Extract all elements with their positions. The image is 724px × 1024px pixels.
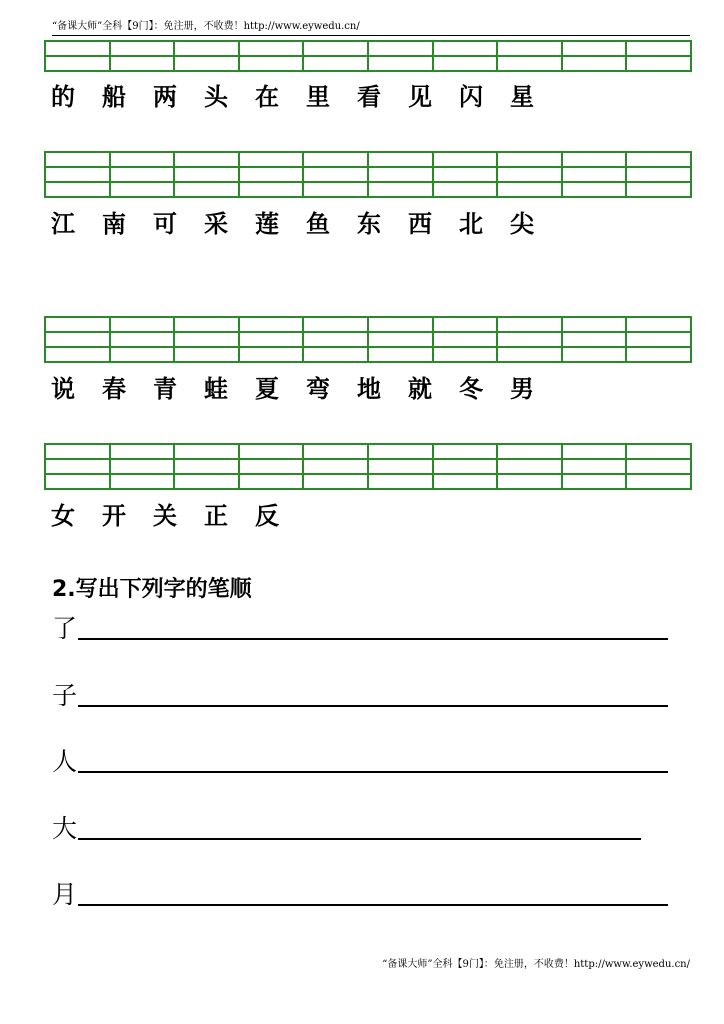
stroke-order-character: 月 bbox=[52, 880, 78, 909]
stroke-order-character: 了 bbox=[52, 614, 78, 643]
character: 弯 bbox=[306, 375, 330, 403]
stroke-order-character: 子 bbox=[52, 681, 78, 710]
stroke-order-character: 人 bbox=[52, 747, 78, 776]
character: 采 bbox=[204, 210, 228, 238]
writing-grid-2 bbox=[44, 151, 692, 198]
stroke-order-row bbox=[52, 610, 668, 644]
character-row-1 bbox=[51, 82, 561, 112]
character: 星 bbox=[510, 83, 534, 111]
writing-grid-1 bbox=[44, 40, 692, 72]
answer-line[interactable] bbox=[78, 638, 668, 640]
character: 在 bbox=[255, 83, 279, 111]
character-row-3 bbox=[51, 374, 561, 404]
character: 关 bbox=[153, 502, 177, 530]
character-row-4 bbox=[51, 501, 306, 531]
character: 男 bbox=[510, 375, 534, 403]
character: 春 bbox=[102, 375, 126, 403]
stroke-order-row bbox=[52, 677, 668, 711]
character: 就 bbox=[408, 375, 432, 403]
character: 反 bbox=[255, 502, 279, 530]
writing-grid-4 bbox=[44, 443, 692, 490]
character: 开 bbox=[102, 502, 126, 530]
answer-line[interactable] bbox=[78, 705, 668, 707]
answer-line[interactable] bbox=[78, 771, 668, 773]
character: 莲 bbox=[255, 210, 279, 238]
character: 正 bbox=[204, 502, 228, 530]
character: 南 bbox=[102, 210, 126, 238]
answer-line[interactable] bbox=[78, 838, 641, 840]
character: 里 bbox=[306, 83, 330, 111]
stroke-order-row bbox=[52, 743, 668, 777]
character: 蛙 bbox=[204, 375, 228, 403]
character: 东 bbox=[357, 210, 381, 238]
character: 冬 bbox=[459, 375, 483, 403]
character: 闪 bbox=[459, 83, 483, 111]
character: 女 bbox=[51, 502, 75, 530]
stroke-order-row bbox=[52, 810, 641, 844]
section-2-title: 2.写出下列字的笔顺 bbox=[52, 577, 252, 602]
character: 鱼 bbox=[306, 210, 330, 238]
character: 的 bbox=[51, 83, 75, 111]
character: 青 bbox=[153, 375, 177, 403]
page-header: “备课大师”全科【9门】：免注册，不收费！http://www.eywedu.cn/ bbox=[52, 20, 690, 36]
character: 船 bbox=[102, 83, 126, 111]
character: 地 bbox=[357, 375, 381, 403]
character: 夏 bbox=[255, 375, 279, 403]
character: 说 bbox=[51, 375, 75, 403]
writing-grid-3 bbox=[44, 316, 692, 363]
character: 头 bbox=[204, 83, 228, 111]
character: 两 bbox=[153, 83, 177, 111]
character-row-2 bbox=[51, 209, 561, 239]
page-footer: “备课大师”全科【9门】：免注册，不收费！http://www.eywedu.cn/ bbox=[382, 959, 690, 970]
stroke-order-row bbox=[52, 876, 668, 910]
character: 可 bbox=[153, 210, 177, 238]
character: 见 bbox=[408, 83, 432, 111]
character: 尖 bbox=[510, 210, 534, 238]
stroke-order-character: 大 bbox=[52, 814, 78, 843]
character: 西 bbox=[408, 210, 432, 238]
answer-line[interactable] bbox=[78, 904, 668, 906]
character: 江 bbox=[51, 210, 75, 238]
character: 北 bbox=[459, 210, 483, 238]
character: 看 bbox=[357, 83, 381, 111]
